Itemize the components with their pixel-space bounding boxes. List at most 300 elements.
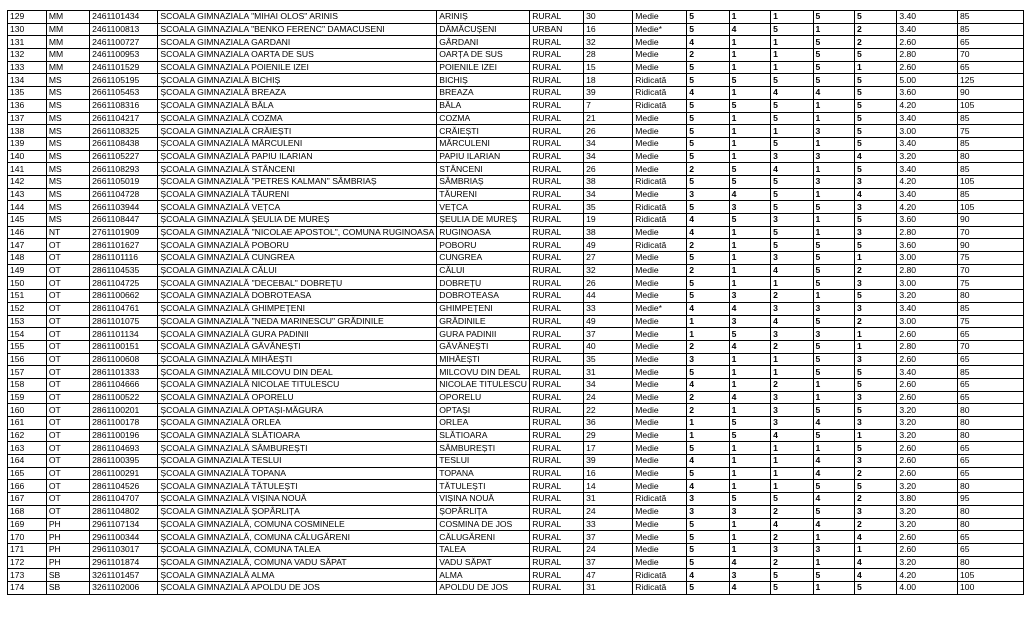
cell-locality: ARINIȘ — [437, 11, 530, 24]
cell-school-code: 3261102006 — [90, 581, 158, 594]
table-row — [8, 328, 1024, 341]
cell-count: 34 — [584, 150, 633, 163]
cell-score-3: 5 — [771, 74, 813, 87]
cell-risk-level: Ridicată — [633, 201, 687, 214]
cell-risk-level: Medie — [633, 391, 687, 404]
cell-average: 3.20 — [897, 556, 958, 569]
cell-score-5: 5 — [854, 137, 896, 150]
table-row — [8, 264, 1024, 277]
cell-score-4: 5 — [813, 480, 854, 493]
cell-score-1: 5 — [687, 290, 729, 303]
cell-score-1: 4 — [687, 87, 729, 100]
cell-locality: CUNGREA — [437, 252, 530, 265]
cell-county-code: OT — [46, 328, 89, 341]
cell-score-5: 5 — [854, 112, 896, 125]
cell-row-number: 159 — [8, 391, 47, 404]
cell-score-5: 5 — [854, 49, 896, 62]
cell-score-1: 3 — [687, 188, 729, 201]
cell-school-code: 2861104666 — [90, 378, 158, 391]
cell-county-code: NT — [46, 226, 89, 239]
cell-score-4: 5 — [813, 340, 854, 353]
cell-score-4: 3 — [813, 125, 854, 138]
cell-score-4: 4 — [813, 455, 854, 468]
cell-risk-level: Medie — [633, 163, 687, 176]
cell-school-name: ȘCOALA GIMNAZIALĂ, COMUNA TALEA — [158, 543, 437, 556]
cell-row-number: 157 — [8, 366, 47, 379]
cell-risk-level: Medie* — [633, 302, 687, 315]
cell-score-5: 4 — [854, 150, 896, 163]
cell-count: 47 — [584, 569, 633, 582]
cell-school-code: 2861101075 — [90, 315, 158, 328]
cell-score-5: 3 — [854, 391, 896, 404]
cell-score-3: 1 — [771, 11, 813, 24]
cell-school-code: 2661108325 — [90, 125, 158, 138]
cell-row-number: 161 — [8, 417, 47, 430]
cell-score-5: 5 — [854, 378, 896, 391]
cell-school-name: ȘCOALA GIMNAZIALĂ DOBROTEASA — [158, 290, 437, 303]
cell-score-5: 3 — [854, 302, 896, 315]
cell-average: 2.80 — [897, 340, 958, 353]
cell-score-3: 2 — [771, 290, 813, 303]
cell-school-name: ȘCOALA GIMNAZIALĂ STÂNCENI — [158, 163, 437, 176]
table-row — [8, 226, 1024, 239]
cell-points: 65 — [958, 467, 1024, 480]
cell-points: 85 — [958, 366, 1024, 379]
cell-score-3: 5 — [771, 226, 813, 239]
cell-score-2: 3 — [729, 290, 770, 303]
cell-average: 3.40 — [897, 112, 958, 125]
cell-school-name: ȘCOALA GIMNAZIALĂ, COMUNA COSMINELE — [158, 518, 437, 531]
cell-score-4: 5 — [813, 11, 854, 24]
cell-points: 75 — [958, 125, 1024, 138]
cell-school-name: ȘCOALA GIMNAZIALĂ TESLUI — [158, 455, 437, 468]
cell-row-number: 141 — [8, 163, 47, 176]
cell-average: 3.00 — [897, 277, 958, 290]
cell-row-number: 129 — [8, 11, 47, 24]
cell-environment: RURAL — [530, 429, 584, 442]
cell-risk-level: Medie — [633, 61, 687, 74]
cell-score-5: 1 — [854, 340, 896, 353]
cell-score-2: 1 — [729, 442, 770, 455]
cell-points: 100 — [958, 581, 1024, 594]
cell-average: 4.00 — [897, 581, 958, 594]
cell-score-2: 3 — [729, 505, 770, 518]
cell-county-code: OT — [46, 455, 89, 468]
table-row — [8, 315, 1024, 328]
cell-score-5: 3 — [854, 353, 896, 366]
cell-score-5: 5 — [854, 214, 896, 227]
cell-score-4: 1 — [813, 378, 854, 391]
cell-county-code: OT — [46, 480, 89, 493]
cell-school-name: ȘCOALA GIMNAZIALĂ MĂRCULENI — [158, 137, 437, 150]
table-row — [8, 366, 1024, 379]
cell-score-3: 3 — [771, 328, 813, 341]
cell-locality: DĂMĂCUȘENI — [437, 23, 530, 36]
cell-score-2: 3 — [729, 315, 770, 328]
cell-score-1: 4 — [687, 569, 729, 582]
cell-school-name: SCOALA GIMNAZIALA OARTA DE SUS — [158, 49, 437, 62]
cell-score-3: 1 — [771, 61, 813, 74]
school-data-table — [7, 10, 1024, 595]
cell-average: 2.60 — [897, 455, 958, 468]
cell-score-5: 3 — [854, 226, 896, 239]
cell-school-code: 3261101457 — [90, 569, 158, 582]
cell-score-3: 5 — [771, 112, 813, 125]
cell-row-number: 147 — [8, 239, 47, 252]
cell-county-code: MS — [46, 99, 89, 112]
cell-score-2: 5 — [729, 74, 770, 87]
table-row — [8, 505, 1024, 518]
cell-score-3: 3 — [771, 252, 813, 265]
cell-average: 3.20 — [897, 417, 958, 430]
cell-county-code: OT — [46, 340, 89, 353]
cell-points: 105 — [958, 201, 1024, 214]
cell-score-1: 4 — [687, 455, 729, 468]
cell-row-number: 130 — [8, 23, 47, 36]
cell-score-5: 5 — [854, 404, 896, 417]
cell-points: 85 — [958, 188, 1024, 201]
cell-locality: POIENILE IZEI — [437, 61, 530, 74]
cell-row-number: 132 — [8, 49, 47, 62]
cell-row-number: 170 — [8, 531, 47, 544]
cell-county-code: OT — [46, 277, 89, 290]
cell-environment: RURAL — [530, 505, 584, 518]
cell-count: 34 — [584, 378, 633, 391]
cell-school-code: 2861100662 — [90, 290, 158, 303]
cell-school-name: ȘCOALA GIMNAZIALĂ MILCOVU DIN DEAL — [158, 366, 437, 379]
cell-school-name: ȘCOALA GIMNAZIALĂ POBORU — [158, 239, 437, 252]
cell-county-code: MS — [46, 112, 89, 125]
cell-row-number: 166 — [8, 480, 47, 493]
cell-average: 3.80 — [897, 493, 958, 506]
cell-risk-level: Medie — [633, 378, 687, 391]
cell-risk-level: Medie — [633, 417, 687, 430]
cell-locality: TĂURENI — [437, 188, 530, 201]
cell-score-1: 4 — [687, 214, 729, 227]
cell-score-3: 3 — [771, 543, 813, 556]
cell-row-number: 145 — [8, 214, 47, 227]
cell-points: 65 — [958, 328, 1024, 341]
cell-score-1: 5 — [687, 467, 729, 480]
cell-score-5: 5 — [854, 239, 896, 252]
table-row — [8, 150, 1024, 163]
table-row — [8, 49, 1024, 62]
cell-school-code: 2461100813 — [90, 23, 158, 36]
table-row — [8, 442, 1024, 455]
cell-environment: URBAN — [530, 23, 584, 36]
cell-score-1: 5 — [687, 137, 729, 150]
cell-score-5: 5 — [854, 11, 896, 24]
cell-score-3: 5 — [771, 99, 813, 112]
cell-average: 2.60 — [897, 328, 958, 341]
cell-score-2: 1 — [729, 150, 770, 163]
cell-county-code: OT — [46, 315, 89, 328]
cell-count: 24 — [584, 505, 633, 518]
cell-school-name: ȘCOALA GIMNAZIALĂ GURA PADINII — [158, 328, 437, 341]
cell-score-2: 1 — [729, 404, 770, 417]
cell-county-code: SB — [46, 569, 89, 582]
cell-score-3: 3 — [771, 302, 813, 315]
cell-risk-level: Medie — [633, 226, 687, 239]
cell-count: 17 — [584, 442, 633, 455]
cell-environment: RURAL — [530, 315, 584, 328]
cell-score-3: 5 — [771, 201, 813, 214]
cell-average: 5.00 — [897, 74, 958, 87]
cell-county-code: OT — [46, 302, 89, 315]
cell-locality: OPTAȘI — [437, 404, 530, 417]
cell-risk-level: Medie — [633, 112, 687, 125]
cell-county-code: PH — [46, 518, 89, 531]
cell-school-code: 2661105195 — [90, 74, 158, 87]
cell-row-number: 162 — [8, 429, 47, 442]
cell-school-name: ȘCOALA GIMNAZIALĂ VEȚCA — [158, 201, 437, 214]
cell-score-3: 1 — [771, 277, 813, 290]
cell-school-name: ȘCOALA GIMNAZIALĂ "NICOLAE APOSTOL", COMUNA RUGINOASA — [158, 226, 437, 239]
cell-locality: ȘEULIA DE MUREȘ — [437, 214, 530, 227]
cell-average: 2.60 — [897, 543, 958, 556]
cell-score-1: 5 — [687, 99, 729, 112]
cell-score-2: 4 — [729, 23, 770, 36]
cell-locality: TĂTULEȘTI — [437, 480, 530, 493]
cell-county-code: MS — [46, 137, 89, 150]
cell-points: 80 — [958, 290, 1024, 303]
cell-locality: DOBREȚU — [437, 277, 530, 290]
cell-county-code: MM — [46, 36, 89, 49]
cell-count: 29 — [584, 429, 633, 442]
cell-locality: NICOLAE TITULESCU — [437, 378, 530, 391]
table-row — [8, 175, 1024, 188]
cell-count: 28 — [584, 49, 633, 62]
cell-score-4: 5 — [813, 315, 854, 328]
cell-points: 85 — [958, 11, 1024, 24]
cell-score-1: 4 — [687, 36, 729, 49]
cell-score-4: 5 — [813, 36, 854, 49]
cell-environment: RURAL — [530, 404, 584, 417]
cell-risk-level: Medie — [633, 543, 687, 556]
cell-county-code: PH — [46, 556, 89, 569]
cell-locality: POBORU — [437, 239, 530, 252]
cell-row-number: 142 — [8, 175, 47, 188]
cell-school-name: ȘCOALA GIMNAZIALĂ COZMA — [158, 112, 437, 125]
cell-locality: PAPIU ILARIAN — [437, 150, 530, 163]
cell-row-number: 171 — [8, 543, 47, 556]
cell-school-code: 2761101909 — [90, 226, 158, 239]
cell-school-code: 2461100727 — [90, 36, 158, 49]
cell-score-1: 2 — [687, 49, 729, 62]
cell-average: 2.60 — [897, 442, 958, 455]
cell-row-number: 152 — [8, 302, 47, 315]
cell-score-1: 1 — [687, 315, 729, 328]
cell-score-2: 4 — [729, 391, 770, 404]
cell-score-4: 1 — [813, 581, 854, 594]
cell-locality: GRĂDINILE — [437, 315, 530, 328]
cell-points: 65 — [958, 391, 1024, 404]
cell-environment: RURAL — [530, 353, 584, 366]
cell-score-3: 3 — [771, 214, 813, 227]
cell-row-number: 156 — [8, 353, 47, 366]
cell-row-number: 160 — [8, 404, 47, 417]
cell-locality: BĂLA — [437, 99, 530, 112]
cell-score-1: 5 — [687, 556, 729, 569]
cell-score-3: 1 — [771, 480, 813, 493]
cell-average: 3.60 — [897, 214, 958, 227]
cell-score-4: 1 — [813, 188, 854, 201]
cell-score-2: 1 — [729, 366, 770, 379]
cell-score-3: 1 — [771, 125, 813, 138]
cell-environment: RURAL — [530, 543, 584, 556]
cell-score-5: 3 — [854, 175, 896, 188]
cell-school-name: ȘCOALA GIMNAZIALĂ OPTAȘI-MĂGURA — [158, 404, 437, 417]
cell-school-name: ȘCOALA GIMNAZIALĂ PAPIU ILARIAN — [158, 150, 437, 163]
cell-points: 90 — [958, 239, 1024, 252]
cell-school-name: ȘCOALA GIMNAZIALĂ TOPANA — [158, 467, 437, 480]
cell-count: 37 — [584, 328, 633, 341]
cell-environment: RURAL — [530, 531, 584, 544]
cell-school-code: 2861104761 — [90, 302, 158, 315]
cell-locality: APOLDU DE JOS — [437, 581, 530, 594]
cell-school-name: ȘCOALA GIMNAZIALĂ BREAZA — [158, 87, 437, 100]
cell-row-number: 135 — [8, 87, 47, 100]
cell-score-1: 1 — [687, 328, 729, 341]
cell-county-code: OT — [46, 353, 89, 366]
cell-school-code: 2861100608 — [90, 353, 158, 366]
cell-county-code: OT — [46, 239, 89, 252]
cell-count: 16 — [584, 23, 633, 36]
cell-locality: RUGINOASA — [437, 226, 530, 239]
table-row — [8, 252, 1024, 265]
cell-score-1: 1 — [687, 417, 729, 430]
cell-score-3: 4 — [771, 518, 813, 531]
cell-points: 65 — [958, 455, 1024, 468]
cell-score-2: 1 — [729, 61, 770, 74]
cell-environment: RURAL — [530, 480, 584, 493]
cell-score-5: 3 — [854, 455, 896, 468]
cell-average: 4.20 — [897, 175, 958, 188]
cell-county-code: OT — [46, 290, 89, 303]
cell-score-1: 3 — [687, 493, 729, 506]
cell-environment: RURAL — [530, 455, 584, 468]
cell-score-1: 2 — [687, 239, 729, 252]
cell-average: 2.80 — [897, 226, 958, 239]
cell-score-3: 4 — [771, 429, 813, 442]
cell-score-3: 3 — [771, 417, 813, 430]
cell-score-4: 5 — [813, 264, 854, 277]
cell-average: 3.40 — [897, 23, 958, 36]
cell-points: 70 — [958, 226, 1024, 239]
cell-points: 105 — [958, 175, 1024, 188]
cell-score-5: 3 — [854, 505, 896, 518]
cell-county-code: PH — [46, 543, 89, 556]
cell-score-2: 1 — [729, 543, 770, 556]
cell-locality: GHIMPEȚENI — [437, 302, 530, 315]
cell-score-2: 5 — [729, 328, 770, 341]
cell-school-code: 2661108438 — [90, 137, 158, 150]
cell-score-3: 1 — [771, 36, 813, 49]
cell-risk-level: Medie — [633, 353, 687, 366]
cell-score-2: 1 — [729, 467, 770, 480]
cell-school-name: ȘCOALA GIMNAZIALĂ OPORELU — [158, 391, 437, 404]
cell-points: 65 — [958, 353, 1024, 366]
cell-score-4: 5 — [813, 61, 854, 74]
cell-score-2: 1 — [729, 264, 770, 277]
cell-score-1: 4 — [687, 480, 729, 493]
cell-risk-level: Medie — [633, 315, 687, 328]
cell-locality: COSMINA DE JOS — [437, 518, 530, 531]
cell-risk-level: Ridicată — [633, 99, 687, 112]
cell-county-code: MS — [46, 74, 89, 87]
table-row — [8, 378, 1024, 391]
cell-environment: RURAL — [530, 556, 584, 569]
cell-row-number: 165 — [8, 467, 47, 480]
cell-risk-level: Medie — [633, 467, 687, 480]
cell-score-2: 5 — [729, 417, 770, 430]
cell-row-number: 155 — [8, 340, 47, 353]
cell-environment: RURAL — [530, 125, 584, 138]
table-row — [8, 302, 1024, 315]
table-row — [8, 36, 1024, 49]
cell-score-3: 2 — [771, 340, 813, 353]
cell-school-code: 2861100201 — [90, 404, 158, 417]
cell-score-5: 2 — [854, 315, 896, 328]
cell-county-code: MM — [46, 23, 89, 36]
cell-school-name: ȘCOALA GIMNAZIALĂ BĂLA — [158, 99, 437, 112]
cell-score-5: 5 — [854, 99, 896, 112]
cell-risk-level: Medie — [633, 518, 687, 531]
cell-school-code: 2861101333 — [90, 366, 158, 379]
cell-count: 49 — [584, 239, 633, 252]
cell-risk-level: Ridicată — [633, 74, 687, 87]
cell-risk-level: Medie — [633, 366, 687, 379]
cell-score-4: 1 — [813, 290, 854, 303]
cell-score-3: 2 — [771, 556, 813, 569]
cell-school-name: ȘCOALA GIMNAZIALĂ ORLEA — [158, 417, 437, 430]
cell-school-name: ȘCOALA GIMNAZIALĂ GĂVĂNEȘTI — [158, 340, 437, 353]
cell-row-number: 168 — [8, 505, 47, 518]
cell-score-3: 3 — [771, 404, 813, 417]
cell-count: 39 — [584, 87, 633, 100]
cell-row-number: 167 — [8, 493, 47, 506]
cell-school-name: ȘCOALA GIMNAZIALĂ VIȘINA NOUĂ — [158, 493, 437, 506]
cell-risk-level: Medie — [633, 49, 687, 62]
cell-score-4: 5 — [813, 49, 854, 62]
cell-school-code: 2661105019 — [90, 175, 158, 188]
cell-risk-level: Medie — [633, 429, 687, 442]
cell-score-2: 1 — [729, 277, 770, 290]
cell-risk-level: Medie — [633, 556, 687, 569]
cell-county-code: PH — [46, 531, 89, 544]
cell-locality: SLĂTIOARA — [437, 429, 530, 442]
cell-points: 95 — [958, 493, 1024, 506]
cell-row-number: 133 — [8, 61, 47, 74]
cell-score-2: 3 — [729, 569, 770, 582]
cell-score-3: 5 — [771, 23, 813, 36]
cell-environment: RURAL — [530, 302, 584, 315]
cell-environment: RURAL — [530, 150, 584, 163]
cell-locality: MĂRCULENI — [437, 137, 530, 150]
cell-count: 16 — [584, 467, 633, 480]
cell-count: 7 — [584, 99, 633, 112]
cell-score-2: 1 — [729, 252, 770, 265]
cell-score-4: 3 — [813, 328, 854, 341]
cell-score-2: 1 — [729, 49, 770, 62]
cell-score-4: 3 — [813, 150, 854, 163]
cell-environment: RURAL — [530, 366, 584, 379]
cell-row-number: 169 — [8, 518, 47, 531]
table-row — [8, 23, 1024, 36]
cell-row-number: 136 — [8, 99, 47, 112]
table-body — [8, 11, 1024, 595]
cell-environment: RURAL — [530, 581, 584, 594]
